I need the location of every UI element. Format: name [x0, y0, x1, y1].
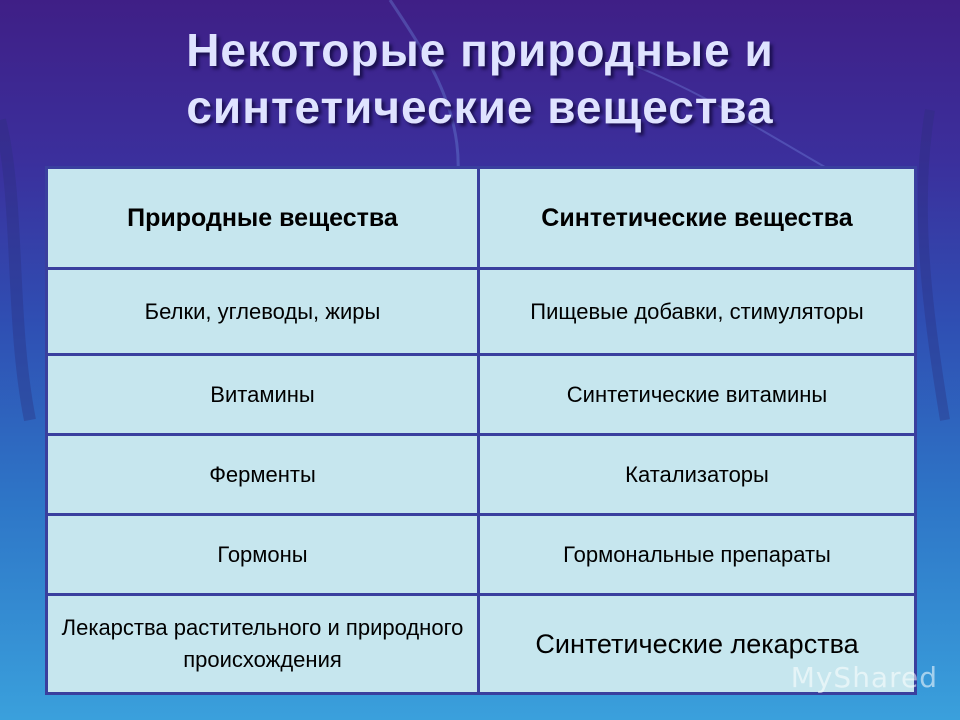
table-cell: Белки, углеводы, жиры: [47, 269, 479, 355]
table-cell: Ферменты: [47, 435, 479, 515]
table-header-row: [47, 168, 916, 269]
header-natural: Природные вещества: [47, 168, 479, 269]
title-line-2: синтетические вещества: [186, 81, 774, 133]
substances-table: [45, 166, 917, 695]
table-cell: Синтетические витамины: [479, 355, 916, 435]
table-cell: Катализаторы: [479, 435, 916, 515]
table-cell: Синтетические лекарства: [479, 595, 916, 694]
slide-title: [0, 22, 960, 136]
table-cell: Гормональные препараты: [479, 515, 916, 595]
table-cell: Лекарства растительного и природного происхождения: [47, 595, 479, 694]
table-row: [47, 595, 916, 694]
header-synthetic: Синтетические вещества: [479, 168, 916, 269]
watermark: MyShared: [790, 661, 938, 694]
table-cell: Гормоны: [47, 515, 479, 595]
table-cell: Витамины: [47, 355, 479, 435]
table-cell: Пищевые добавки, стимуляторы: [479, 269, 916, 355]
title-line-1: Некоторые природные и: [186, 24, 774, 76]
table-row: [47, 515, 916, 595]
table-row: [47, 355, 916, 435]
table-row: [47, 269, 916, 355]
table-row: [47, 435, 916, 515]
